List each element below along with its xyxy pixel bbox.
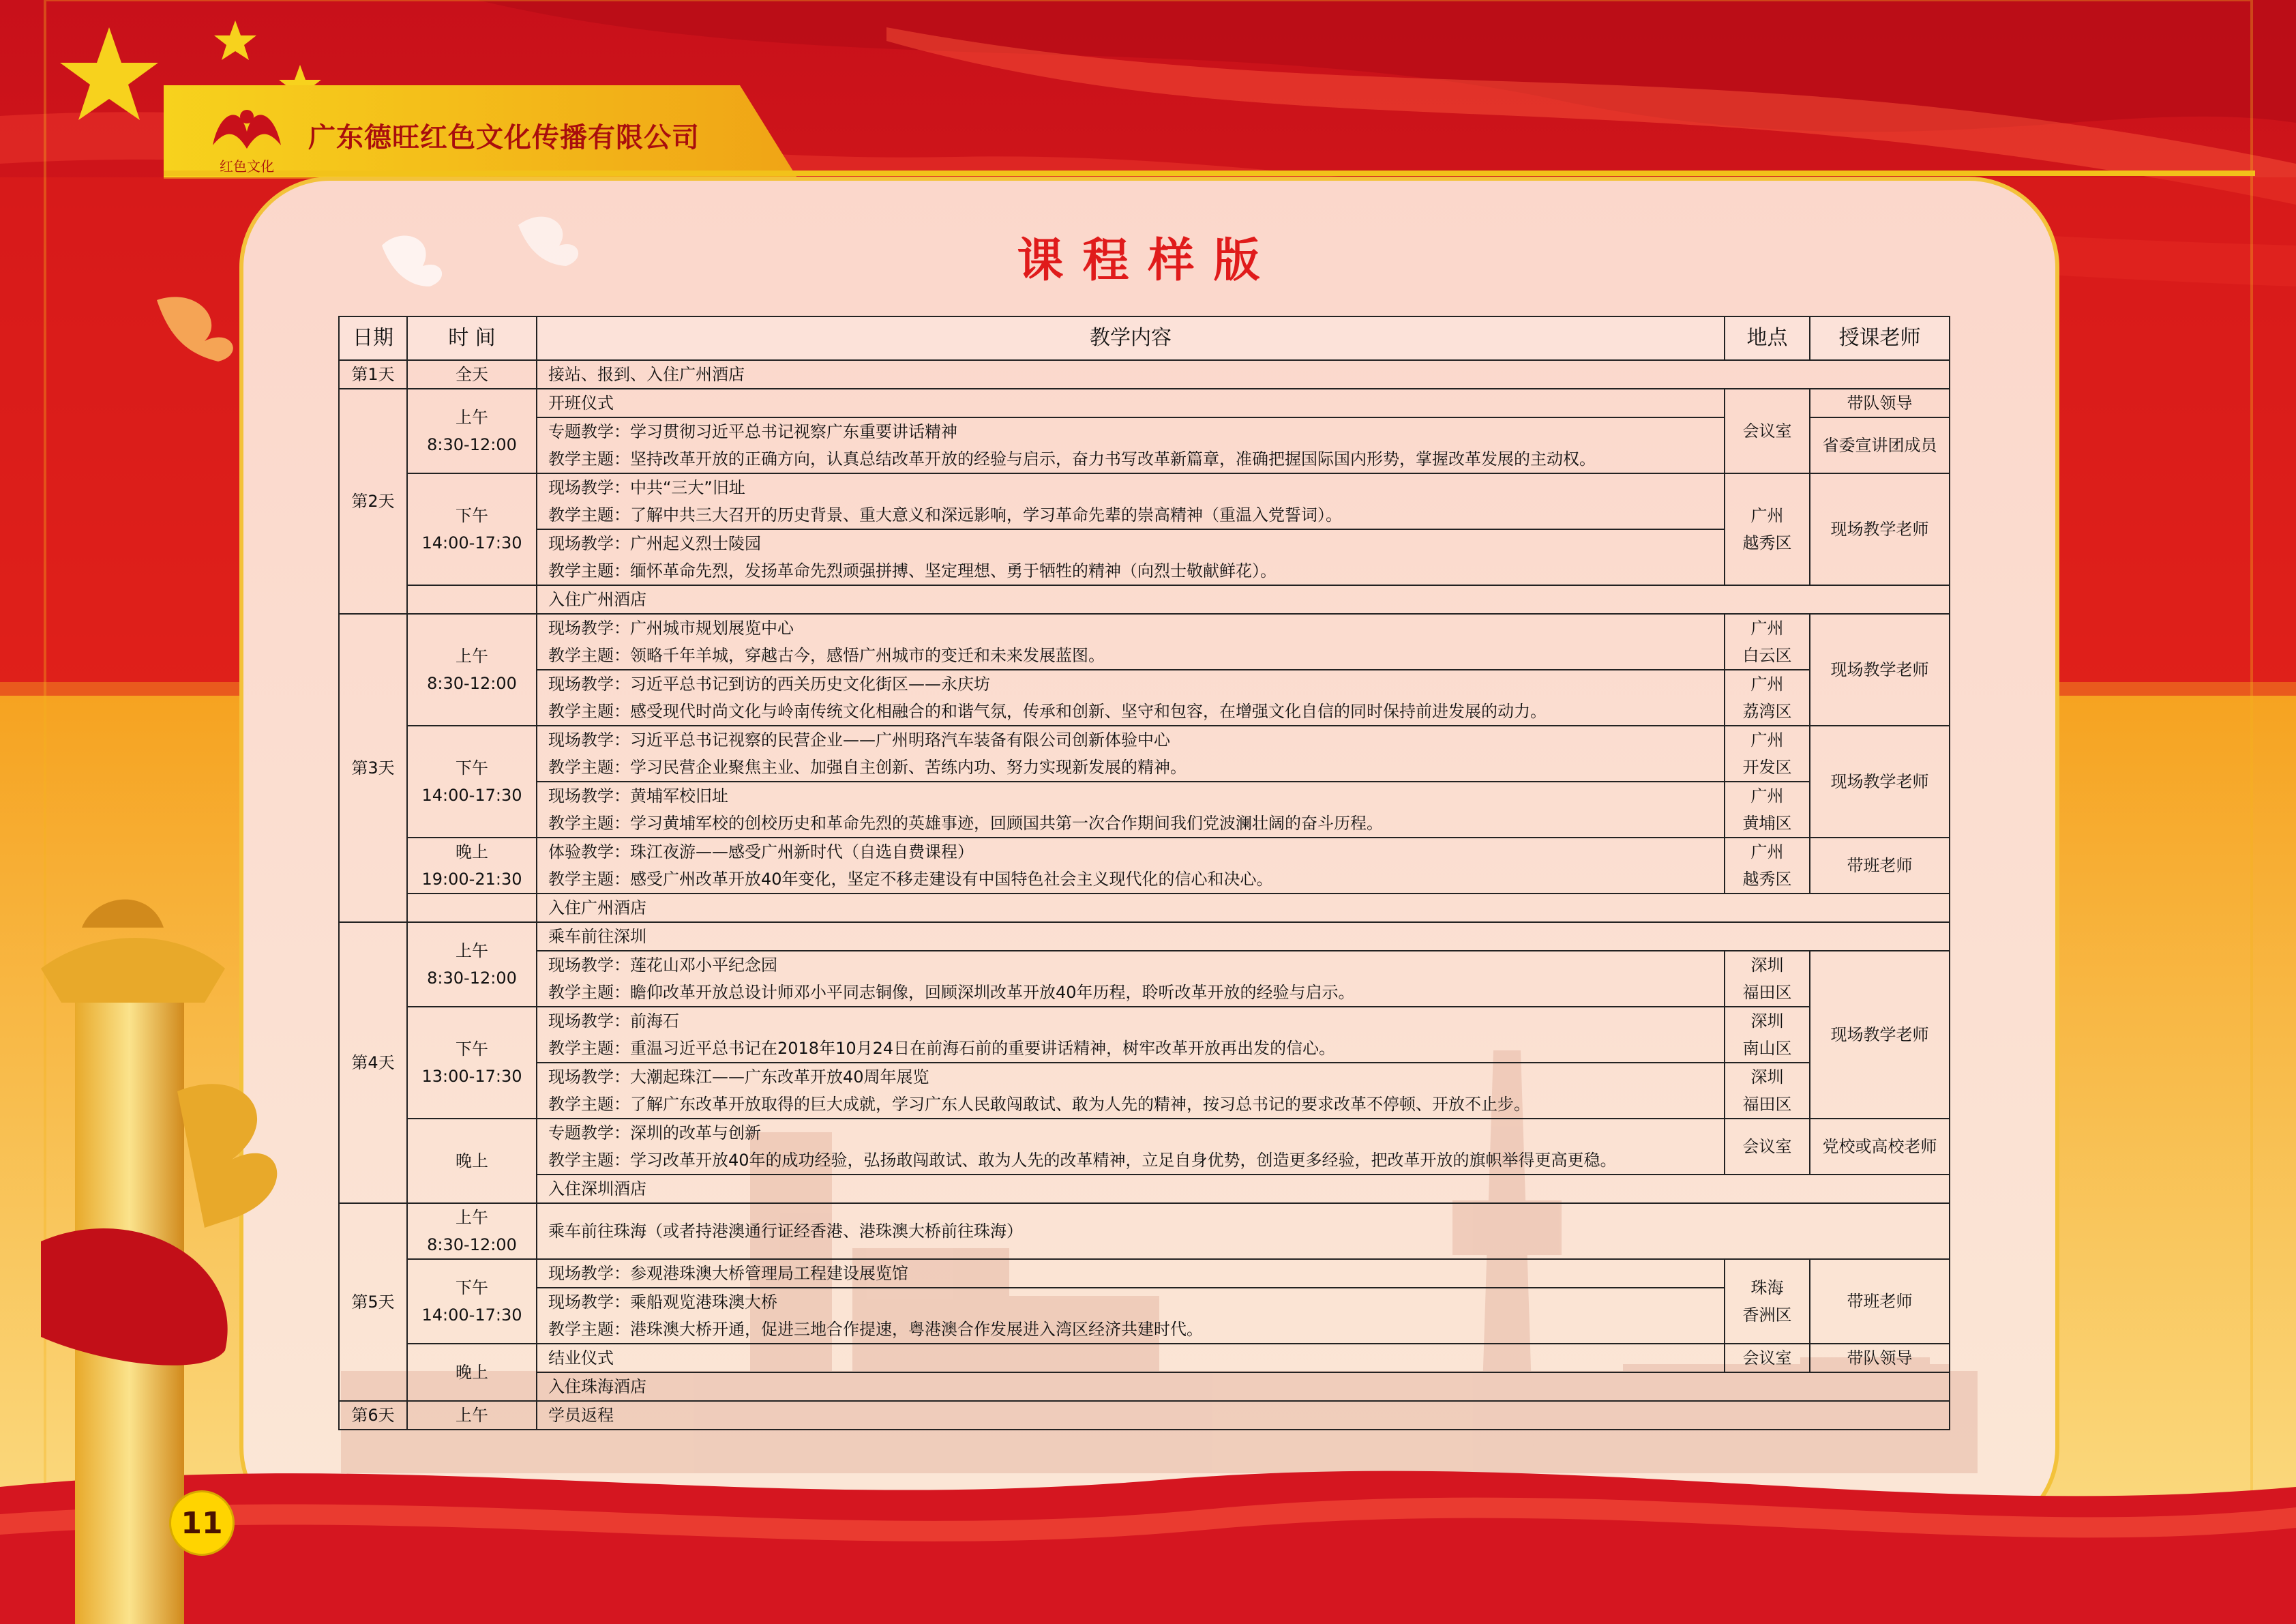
table-row xyxy=(339,1401,1950,1430)
content-cell: 现场教学：广州城市规划展览中心 教学主题：领略千年羊城，穿越古今，感悟广州城市的变迁和未来发展蓝图。 xyxy=(537,614,1725,670)
place-cell: 深圳 南山区 xyxy=(1725,1007,1810,1063)
place-cell: 会议室 xyxy=(1725,1119,1810,1175)
place-cell: 广州 开发区 xyxy=(1725,726,1810,782)
day-cell: 第6天 xyxy=(339,1401,407,1430)
day-cell: 第1天 xyxy=(339,360,407,389)
content-cell: 现场教学：中共“三大”旧址 教学主题：了解中共三大召开的历史背景、重大意义和深远影响，学习革命先辈的崇高精神（重温入党誓词）。 xyxy=(537,473,1725,529)
header-content: 教学内容 xyxy=(537,316,1725,360)
content-cell: 现场教学：广州起义烈士陵园 教学主题：缅怀革命先烈，发扬革命先烈顽强拼搏、坚定理想、勇于牺牲的精神（向烈士敬献鲜花）。 xyxy=(537,529,1725,585)
time-cell: 晚上 xyxy=(407,1119,537,1203)
teacher-cell: 党校或高校老师 xyxy=(1810,1119,1950,1175)
course-schedule-table xyxy=(338,316,1950,1430)
content-cell: 现场教学：大潮起珠江——广东改革开放40周年展览 教学主题：了解广东改革开放取得的巨大成就，学习广东人民敢闯敢试、敢为人先的精神，按习总书记的要求改革不停顿、开放不止步。 xyxy=(537,1063,1725,1119)
time-cell: 下午 14:00-17:30 xyxy=(407,726,537,838)
content-cell: 体验教学：珠江夜游——感受广州新时代（自选自费课程） 教学主题：感受广州改革开放40年变化，坚定不移走建设有中国特色社会主义现代化的信心和决心。 xyxy=(537,838,1725,894)
day-cell: 第3天 xyxy=(339,614,407,922)
content-cell: 现场教学：参观港珠澳大桥管理局工程建设展览馆 xyxy=(537,1259,1725,1288)
content-cell: 现场教学：习近平总书记到访的西关历史文化街区——永庆坊 教学主题：感受现代时尚文化与岭南传统文化相融合的和谐气氛，传承和创新、坚守和包容，在增强文化自信的同时保持前进发展的动力。 xyxy=(537,670,1725,726)
page-number-badge: 11 xyxy=(169,1490,235,1556)
table-row xyxy=(339,1119,1950,1175)
table-row xyxy=(339,894,1950,922)
content-cell: 开班仪式 xyxy=(537,389,1725,417)
table-row xyxy=(339,922,1950,951)
time-cell: 晚上 xyxy=(407,1344,537,1401)
content-cell: 乘车前往深圳 xyxy=(537,922,1950,951)
content-cell: 接站、报到、入住广州酒店 xyxy=(537,360,1950,389)
place-cell: 会议室 xyxy=(1725,1344,1810,1372)
content-cell: 入住珠海酒店 xyxy=(537,1372,1950,1401)
header-banner xyxy=(199,83,700,187)
content-cell: 现场教学：前海石 教学主题：重温习近平总书记在2018年10月24日在前海石前的重要讲话精神，树牢改革开放再出发的信心。 xyxy=(537,1007,1725,1063)
time-cell-empty xyxy=(407,894,537,922)
place-cell: 深圳 福田区 xyxy=(1725,951,1810,1007)
place-cell: 会议室 xyxy=(1725,389,1810,473)
table-row xyxy=(339,670,1950,726)
table-row xyxy=(339,1007,1950,1063)
place-cell: 广州 白云区 xyxy=(1725,614,1810,670)
content-cell: 入住广州酒店 xyxy=(537,585,1950,614)
teacher-cell: 现场教学老师 xyxy=(1810,614,1950,726)
time-cell: 上午 8:30-12:00 xyxy=(407,922,537,1007)
place-cell: 珠海 香洲区 xyxy=(1725,1259,1810,1344)
content-cell: 入住深圳酒店 xyxy=(537,1175,1950,1203)
time-cell: 全天 xyxy=(407,360,537,389)
table-row xyxy=(339,585,1950,614)
header-place: 地点 xyxy=(1725,316,1810,360)
teacher-cell: 带班老师 xyxy=(1810,838,1950,894)
time-cell: 晚上 19:00-21:30 xyxy=(407,838,537,894)
teacher-cell: 带队领导 xyxy=(1810,1344,1950,1372)
time-cell: 下午 14:00-17:30 xyxy=(407,473,537,585)
logo-text: 红色文化 xyxy=(220,158,274,175)
company-logo xyxy=(199,91,295,179)
table-row xyxy=(339,838,1950,894)
content-cell: 结业仪式 xyxy=(537,1344,1725,1372)
table-row xyxy=(339,614,1950,670)
table-row xyxy=(339,473,1950,529)
time-cell: 上午 8:30-12:00 xyxy=(407,389,537,473)
page-title: 课程样版 xyxy=(1017,234,1279,288)
content-cell: 专题教学：深圳的改革与创新 教学主题：学习改革开放40年的成功经验，弘扬敢闯敢试、敢为人先的改革精神，立足自身优势，创造更多经验，把改革开放的旗帜举得更高更稳。 xyxy=(537,1119,1725,1175)
table-row xyxy=(339,529,1950,585)
place-cell: 深圳 福田区 xyxy=(1725,1063,1810,1119)
day-cell: 第5天 xyxy=(339,1203,407,1401)
place-cell: 广州 越秀区 xyxy=(1725,838,1810,894)
day-cell: 第2天 xyxy=(339,389,407,614)
teacher-cell: 现场教学老师 xyxy=(1810,726,1950,838)
table-row xyxy=(339,1288,1950,1344)
teacher-cell: 现场教学老师 xyxy=(1810,951,1950,1119)
table-row xyxy=(339,1063,1950,1119)
teacher-cell: 带队领导 xyxy=(1810,389,1950,417)
time-cell-empty xyxy=(407,585,537,614)
place-cell: 广州 黄埔区 xyxy=(1725,782,1810,838)
table-row xyxy=(339,1175,1950,1203)
company-name: 广东德旺红色文化传播有限公司 xyxy=(308,121,700,153)
table-row xyxy=(339,726,1950,782)
day-cell: 第4天 xyxy=(339,922,407,1203)
content-cell: 现场教学：黄埔军校旧址 教学主题：学习黄埔军校的创校历史和革命先烈的英雄事迹，回顾国共第一次合作期间我们党波澜壮阔的奋斗历程。 xyxy=(537,782,1725,838)
time-cell: 上午 xyxy=(407,1401,537,1430)
place-cell: 广州 越秀区 xyxy=(1725,473,1810,585)
place-cell: 广州 荔湾区 xyxy=(1725,670,1810,726)
content-cell: 学员返程 xyxy=(537,1401,1950,1430)
table-row xyxy=(339,417,1950,473)
time-cell: 上午 8:30-12:00 xyxy=(407,614,537,726)
table-header-row xyxy=(339,316,1950,360)
content-cell: 现场教学：习近平总书记视察的民营企业——广州明珞汽车装备有限公司创新体验中心 教学主题：学习民营企业聚焦主业、加强自主创新、苦练内功、努力实现新发展的精神。 xyxy=(537,726,1725,782)
header-date: 日期 xyxy=(339,316,407,360)
teacher-cell: 省委宣讲团成员 xyxy=(1810,417,1950,473)
time-cell: 上午 8:30-12:00 xyxy=(407,1203,537,1259)
content-cell: 乘车前往珠海（或者持港澳通行证经香港、港珠澳大桥前往珠海） xyxy=(537,1203,1950,1259)
time-cell: 下午 14:00-17:30 xyxy=(407,1259,537,1344)
table-row xyxy=(339,360,1950,389)
table-row xyxy=(339,1259,1950,1288)
teacher-cell: 现场教学老师 xyxy=(1810,473,1950,585)
header-teacher: 授课老师 xyxy=(1810,316,1950,360)
table-row xyxy=(339,1203,1950,1259)
table-row xyxy=(339,389,1950,417)
table-row xyxy=(339,1372,1950,1401)
time-cell: 下午 13:00-17:30 xyxy=(407,1007,537,1119)
table-row xyxy=(339,782,1950,838)
teacher-cell: 带班老师 xyxy=(1810,1259,1950,1344)
table-row xyxy=(339,1344,1950,1372)
content-cell: 现场教学：莲花山邓小平纪念园 教学主题：瞻仰改革开放总设计师邓小平同志铜像，回顾深圳改革开放40年历程，聆听改革开放的经验与启示。 xyxy=(537,951,1725,1007)
content-cell: 专题教学：学习贯彻习近平总书记视察广东重要讲话精神 教学主题：坚持改革开放的正确方向，认真总结改革开放的经验与启示，奋力书写改革新篇章，准确把握国际国内形势，掌握改革发展的主动权。 xyxy=(537,417,1725,473)
header-time: 时 间 xyxy=(407,316,537,360)
content-cell: 现场教学：乘船观览港珠澳大桥 教学主题：港珠澳大桥开通，促进三地合作提速，粤港澳合作发展进入湾区经济共建时代。 xyxy=(537,1288,1725,1344)
content-cell: 入住广州酒店 xyxy=(537,894,1950,922)
table-row xyxy=(339,951,1950,1007)
